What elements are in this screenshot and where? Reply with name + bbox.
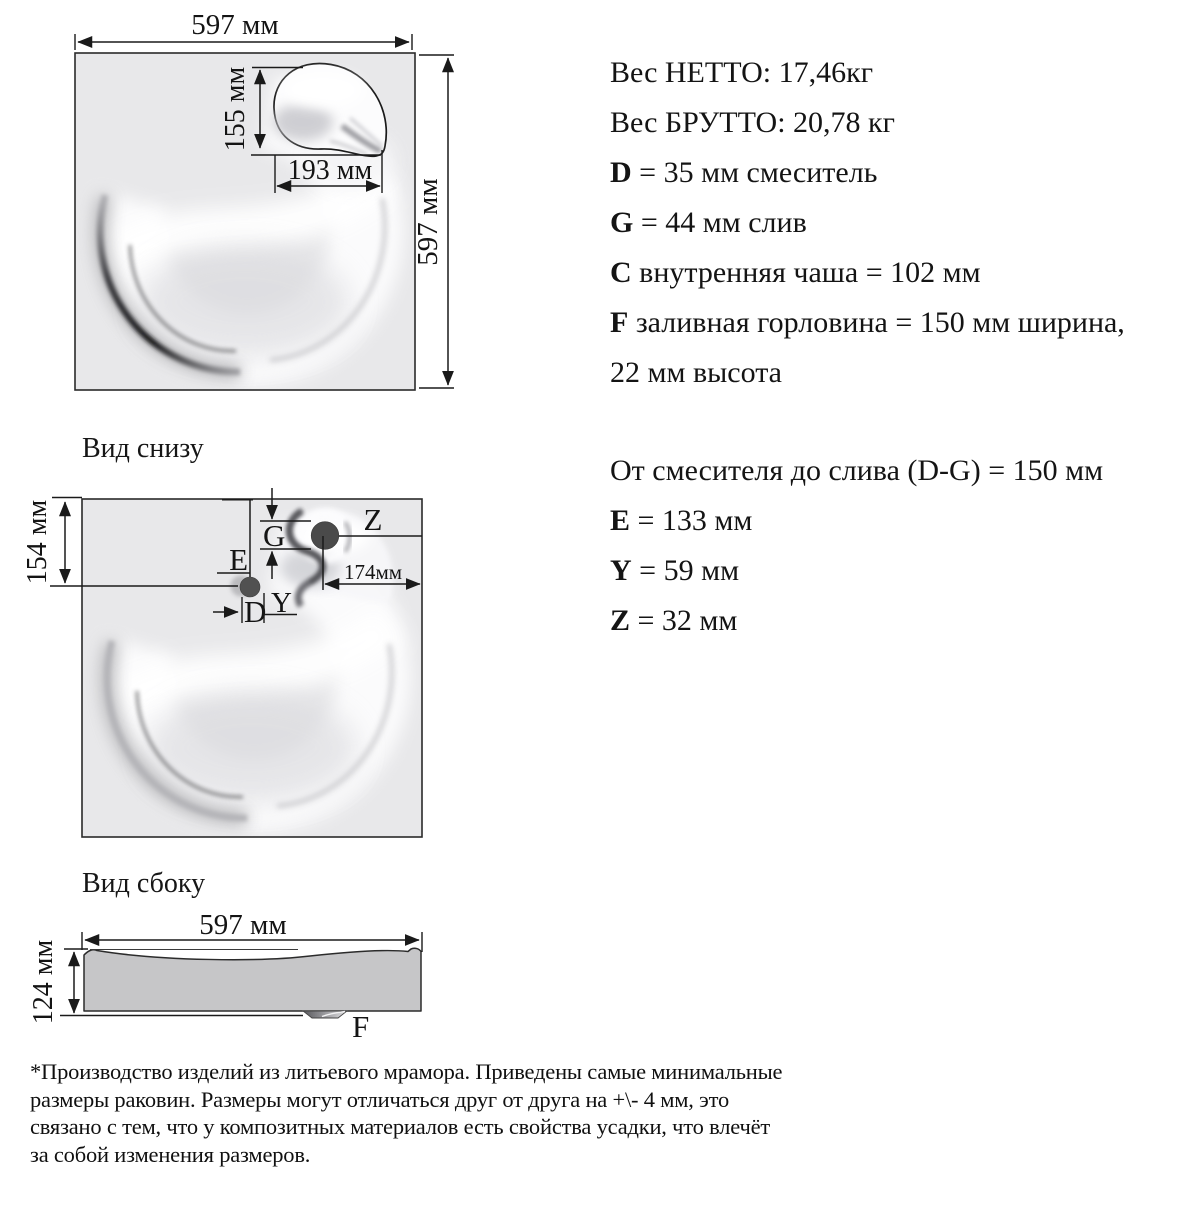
spec-line: G = 44 мм слив <box>610 206 807 239</box>
production-footnote <box>30 1058 810 1168</box>
bowl-width-label: 193 мм <box>287 155 373 186</box>
footnote-line: за собой изменения размеров. <box>30 1141 311 1167</box>
label-g: G <box>263 518 286 553</box>
drain-hole <box>311 522 339 550</box>
spec-line: Вес НЕТТО: 17,46кг <box>610 56 874 89</box>
spec-line: От смесителя до слива (D-G) = 150 мм <box>610 454 1104 487</box>
dim-top-width <box>75 9 412 50</box>
bottom-height-label: 154 мм <box>22 499 53 585</box>
sink-side-profile <box>84 948 421 1011</box>
footnote-line: связано с тем, что у композитных материалов есть свойства усадки, что влечёт <box>30 1114 770 1139</box>
label-d: D <box>244 594 267 629</box>
side-height-label: 124 мм <box>28 939 59 1025</box>
bottom-view-diagram <box>0 470 470 860</box>
dim-side-width <box>82 909 422 952</box>
spec-line: E = 133 мм <box>610 504 753 537</box>
top-view-diagram <box>0 0 470 440</box>
dim-top-height <box>412 55 454 388</box>
label-z: Z <box>363 502 383 537</box>
bottom-view-sink-surface <box>82 499 422 837</box>
spec-line: Y = 59 мм <box>610 554 740 587</box>
top-height-label: 597 мм <box>412 178 444 266</box>
label-e: E <box>229 542 248 577</box>
spec-line: 22 мм высота <box>610 356 783 389</box>
spec-line: F заливная горловина = 150 мм ширина, <box>610 306 1125 339</box>
label-y: Y <box>271 587 292 619</box>
bottom-view-title: Вид снизу <box>82 433 204 464</box>
spec-line: C внутренняя чаша = 102 мм <box>610 256 981 289</box>
label-f: F <box>352 1009 370 1044</box>
bowl-height-label: 155 мм <box>220 66 251 152</box>
spec-line: Z = 32 мм <box>610 604 738 637</box>
dim-bowl-width <box>275 150 382 193</box>
spec-line: Вес БРУТТО: 20,78 кг <box>610 106 895 139</box>
footnote-line: размеры раковин. Размеры могут отличаться друг от друга на +\- 4 мм, это <box>30 1086 729 1112</box>
side-width-label: 597 мм <box>199 909 287 941</box>
offset-174-label: 174мм <box>343 560 403 584</box>
side-view-diagram <box>0 900 480 1050</box>
footnote-line: *Производство изделий из литьевого мрамора. Приведены самые минимальные <box>30 1059 783 1084</box>
side-view-title: Вид сбоку <box>82 868 206 899</box>
top-width-label: 597 мм <box>191 9 279 41</box>
spec-block-distances <box>610 446 1200 646</box>
spec-block-weights <box>610 48 1200 398</box>
spec-line: D = 35 мм смеситель <box>610 156 878 189</box>
